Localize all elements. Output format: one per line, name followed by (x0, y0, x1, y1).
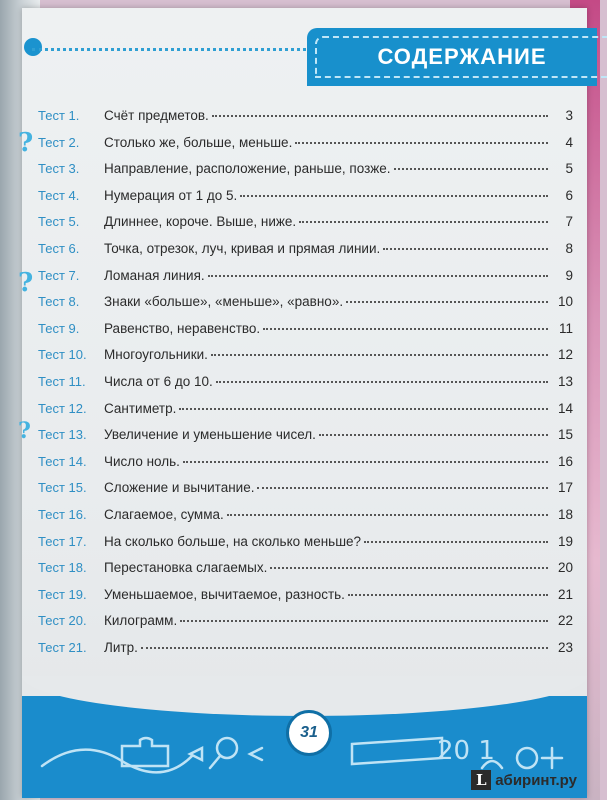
toc-test-label: Тест 9. (38, 320, 80, 336)
toc-row (38, 374, 573, 401)
toc-title: Числа от 6 до 10. (104, 373, 213, 389)
toc-test-label: Тест 10. (38, 347, 87, 363)
toc-row (38, 294, 573, 321)
toc-title: На сколько больше, на сколько меньше? (104, 533, 362, 549)
toc-row (38, 347, 573, 374)
toc-test-label: Тест 15. (38, 480, 87, 496)
toc-page-number: 5 (565, 161, 573, 177)
toc-test-label: Тест 21. (38, 639, 87, 655)
toc-test-label: Тест 1. (38, 108, 80, 123)
toc-row (38, 640, 573, 667)
toc-page-number: 22 (557, 613, 573, 629)
toc-test-label: Тест 17. (38, 533, 87, 549)
watermark-text: абиринт.ру (495, 771, 577, 789)
toc-title: Сложение и вычитание. (104, 480, 255, 496)
page-number: 31 (300, 724, 318, 741)
toc-title: Сантиметр. (104, 400, 177, 416)
toc-row (38, 188, 573, 215)
toc-test-label: Тест 8. (38, 294, 80, 310)
footer-band (22, 696, 587, 798)
greater-than-icon (190, 748, 202, 760)
toc-dot-leader (179, 408, 548, 410)
toc-dot-leader (263, 328, 548, 330)
toc-dot-leader (212, 115, 548, 117)
toc-row (38, 321, 573, 348)
less-than-icon (250, 748, 262, 760)
toc-dot-leader (141, 647, 548, 649)
toc-dot-leader (216, 381, 548, 383)
toc-page-number: 11 (558, 320, 573, 336)
toc-test-label: Тест 19. (38, 586, 87, 602)
swirl-doodle (42, 750, 192, 773)
header-banner (307, 28, 597, 86)
toc-title: Точка, отрезок, луч, кривая и прямая линии. (104, 240, 381, 256)
page-number-badge (286, 710, 332, 756)
toc-test-label: Тест 11. (38, 373, 86, 389)
toc-title: Столько же, больше, меньше. (104, 134, 293, 150)
toc-dot-leader (295, 142, 548, 144)
puzzle-piece-icon (122, 738, 168, 766)
plus-icon (542, 748, 562, 768)
toc-dot-leader (319, 434, 548, 436)
toc-row (38, 214, 573, 241)
table-of-contents (38, 108, 573, 666)
ruler-icon (352, 738, 442, 764)
toc-dot-leader (394, 168, 548, 170)
toc-title: Нумерация от 1 до 5. (104, 187, 238, 203)
toc-dot-leader (364, 541, 548, 543)
toc-test-label: Тест 16. (38, 506, 87, 522)
toc-row (38, 534, 573, 561)
toc-page-number: 4 (565, 134, 573, 150)
toc-row (38, 161, 573, 188)
toc-page-number: 6 (565, 187, 573, 203)
toc-row (38, 427, 573, 454)
toc-page-number: 17 (557, 480, 573, 496)
toc-title: Килограмм. (104, 613, 178, 629)
toc-dot-leader (211, 354, 548, 356)
toc-title: Уменьшаемое, вычитаемое, разность. (104, 586, 345, 602)
toc-test-label: Тест 3. (38, 161, 80, 177)
question-mark-icon: ? (18, 418, 31, 444)
toc-test-label: Тест 4. (38, 187, 80, 203)
toc-dot-leader (208, 275, 548, 277)
toc-title: Число ноль. (104, 453, 180, 469)
toc-page-number: 3 (565, 108, 573, 123)
toc-title: Увеличение и уменьшение чисел. (104, 427, 316, 443)
toc-page-number: 12 (557, 347, 573, 363)
header-banner-inner (315, 36, 607, 78)
toc-test-label: Тест 12. (38, 400, 87, 416)
toc-dot-leader (257, 487, 548, 489)
toc-page-number: 16 (557, 453, 573, 469)
toc-row (38, 135, 573, 162)
toc-title: Слагаемое, сумма. (104, 506, 224, 522)
toc-row (38, 507, 573, 534)
toc-page-number: 14 (557, 400, 573, 416)
toc-test-label: Тест 6. (38, 240, 80, 256)
toc-dot-leader (240, 195, 548, 197)
toc-dot-leader (227, 514, 548, 516)
toc-dot-leader (180, 620, 548, 622)
toc-test-label: Тест 2. (38, 134, 80, 150)
toc-dot-leader (348, 594, 548, 596)
toc-page-number: 15 (557, 427, 573, 443)
toc-page-number: 19 (557, 533, 573, 549)
toc-page-number: 10 (557, 294, 573, 310)
toc-row (38, 560, 573, 587)
toc-test-label: Тест 18. (38, 560, 87, 576)
watermark (471, 770, 577, 790)
toc-title: Знаки «больше», «меньше», «равно». (104, 294, 344, 310)
toc-title: Многоугольники. (104, 347, 208, 363)
toc-row (38, 480, 573, 507)
toc-row (38, 454, 573, 481)
toc-row (38, 613, 573, 640)
toc-title: Перестановка слагаемых. (104, 560, 268, 576)
toc-test-label: Тест 20. (38, 613, 87, 629)
toc-dot-leader (346, 301, 548, 303)
toc-row (38, 108, 573, 135)
toc-title: Литр. (104, 639, 138, 655)
decorative-dot (24, 38, 42, 56)
toc-page-number: 9 (565, 267, 573, 283)
toc-test-label: Тест 7. (38, 267, 80, 283)
toc-test-label: Тест 5. (38, 214, 80, 230)
question-mark-icon: ? (18, 268, 34, 298)
toc-test-label: Тест 13. (38, 427, 87, 443)
toc-dot-leader (299, 221, 548, 223)
toc-title: Равенство, неравенство. (104, 320, 261, 336)
toc-test-label: Тест 14. (38, 453, 87, 469)
toc-page-number: 21 (557, 586, 573, 602)
toc-page-number: 20 (557, 560, 573, 576)
doodle-numbers: 20 1 (437, 736, 495, 766)
toc-page-number: 8 (565, 240, 573, 256)
toc-title: Счёт предметов. (104, 108, 209, 123)
page-title: СОДЕРЖАНИЕ (377, 44, 547, 69)
toc-page-number: 23 (557, 639, 573, 655)
toc-dot-leader (270, 567, 548, 569)
toc-title: Направление, расположение, раньше, позже. (104, 161, 391, 177)
toc-dot-leader (383, 248, 548, 250)
question-mark-icon: ? (18, 128, 34, 158)
toc-row (38, 268, 573, 295)
labirint-logo-icon: L (471, 770, 491, 790)
toc-row (38, 587, 573, 614)
toc-page-number: 13 (557, 373, 573, 389)
toc-title: Ломаная линия. (104, 267, 205, 283)
dotted-line-decoration (32, 48, 312, 51)
toc-page-number: 7 (565, 214, 573, 230)
toc-title: Длиннее, короче. Выше, ниже. (104, 214, 297, 230)
book-page (18, 8, 587, 798)
toc-page-number: 18 (557, 506, 573, 522)
toc-row (38, 241, 573, 268)
toc-dot-leader (183, 461, 548, 463)
toc-row (38, 401, 573, 428)
